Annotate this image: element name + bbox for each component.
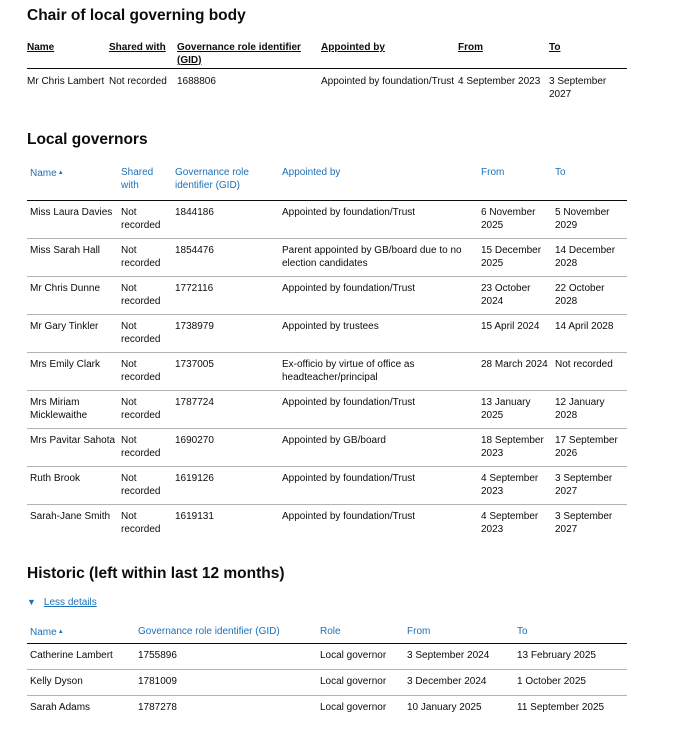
cell-to: 1 October 2025 [514,670,627,696]
cell-from: 23 October 2024 [478,277,552,315]
column-header-from[interactable]: From [458,41,549,69]
cell-gid: 1688806 [177,76,216,87]
cell-name: Sarah-Jane Smith [30,511,111,522]
cell-name: Mrs Pavitar Sahota [27,429,118,467]
cell-from: 15 April 2024 [478,315,552,353]
cell-shared-with: Not recorded [118,353,172,391]
cell-from: 4 September 2023 [458,76,541,87]
cell-appointed-by: Appointed by trustees [279,315,478,353]
cell-appointed-by: Appointed by foundation/Trust [279,277,478,315]
cell-appointed-by: Appointed by foundation/Trust [321,76,455,87]
historic-section [27,564,285,584]
column-header-from[interactable]: From [478,167,552,201]
cell-name: Miss Laura Davies [27,201,118,239]
cell-gid: 1619131 [175,511,214,522]
cell-from: 28 March 2024 [478,353,552,391]
cell-gid: 1772116 [172,277,279,315]
cell-shared-with: Not recorded [121,511,161,535]
chair-section [27,6,627,106]
cell-to: 3 September 2027 [555,511,613,535]
table-row [27,644,627,670]
cell-shared-with: Not recorded [118,315,172,353]
column-header-shared-with[interactable]: Shared with [118,167,172,201]
table-row [27,239,627,277]
cell-to: 3 September 2027 [552,467,627,505]
cell-name: Sarah Adams [30,702,91,713]
column-header-to[interactable]: To [514,626,627,644]
table-row [27,670,627,696]
cell-to: 3 September 2027 [549,76,607,100]
table-row [27,505,627,543]
cell-role: Local governor [317,644,404,670]
table-row [27,429,627,467]
cell-from: 4 September 2023 [478,467,552,505]
historic-table [27,626,627,721]
details-toggle[interactable] [27,596,97,610]
cell-appointed-by: Appointed by GB/board [279,429,478,467]
cell-name: Mrs Miriam Micklewaithe [27,391,118,429]
column-header-name-label: Name [30,168,57,179]
cell-role: Local governor [320,702,387,713]
table-header-row [27,626,627,644]
cell-to: 14 December 2028 [552,239,627,277]
cell-shared-with: Not recorded [118,201,172,239]
cell-appointed-by: Appointed by foundation/Trust [279,201,478,239]
table-row [27,315,627,353]
cell-gid: 1787724 [172,391,279,429]
column-header-shared-with[interactable]: Shared with [109,41,177,69]
table-header-row [27,167,627,201]
cell-name: Mrs Emily Clark [27,353,118,391]
column-header-gid[interactable]: Governance role identifier (GID) [177,41,321,69]
cell-shared-with: Not recorded [118,467,172,505]
cell-from: 6 November 2025 [478,201,552,239]
cell-to: 12 January 2028 [552,391,627,429]
cell-appointed-by: Parent appointed by GB/board due to no election candidates [279,239,478,277]
cell-from: 3 September 2024 [404,644,514,670]
local-governors-heading: Local governors [27,131,148,148]
cell-from: 15 December 2025 [478,239,552,277]
column-header-name[interactable] [27,167,118,201]
cell-appointed-by: Appointed by foundation/Trust [279,391,478,429]
cell-gid: 1755896 [135,644,317,670]
cell-shared-with: Not recorded [118,391,172,429]
local-governors-section [27,130,627,542]
chair-heading: Chair of local governing body [27,7,246,24]
cell-name: Miss Sarah Hall [27,239,118,277]
column-header-name-label: Name [30,627,57,638]
cell-to: 14 April 2028 [552,315,627,353]
historic-heading: Historic (left within last 12 months) [27,565,285,582]
column-header-appointed-by[interactable]: Appointed by [321,41,458,69]
table-row [27,277,627,315]
cell-gid: 1619126 [172,467,279,505]
column-header-gid[interactable]: Governance role identifier (GID) [172,167,279,201]
triangle-down-icon: ▼ [27,597,36,607]
table-row [27,391,627,429]
column-header-to[interactable]: To [549,41,627,69]
cell-name: Mr Chris Dunne [27,277,118,315]
cell-gid: 1737005 [172,353,279,391]
cell-gid: 1854476 [172,239,279,277]
table-row [27,696,627,722]
table-row [27,69,627,107]
chair-table [27,41,627,106]
column-header-gid[interactable]: Governance role identifier (GID) [135,626,317,644]
cell-name: Catherine Lambert [27,644,135,670]
cell-to: 22 October 2028 [552,277,627,315]
cell-from: 18 September 2023 [478,429,552,467]
cell-from: 10 January 2025 [407,702,482,713]
table-header-row [27,41,627,69]
cell-from: 13 January 2025 [478,391,552,429]
cell-shared-with: Not recorded [118,429,172,467]
cell-from: 3 December 2024 [404,670,514,696]
local-governors-table [27,167,627,542]
cell-to: Not recorded [552,353,627,391]
column-header-to[interactable]: To [552,167,627,201]
column-header-appointed-by[interactable]: Appointed by [279,167,478,201]
less-details-link[interactable]: Less details [43,597,97,608]
cell-gid: 1690270 [172,429,279,467]
column-header-role[interactable]: Role [317,626,404,644]
cell-name: Mr Chris Lambert [27,76,105,87]
cell-gid: 1738979 [172,315,279,353]
cell-name: Ruth Brook [27,467,118,505]
historic-table-wrap [27,626,627,721]
cell-to: 11 September 2025 [517,702,605,713]
sort-ascending-icon: ▲ [57,170,64,176]
cell-shared-with: Not recorded [118,277,172,315]
cell-name: Mr Gary Tinkler [27,315,118,353]
cell-shared-with: Not recorded [109,76,167,87]
column-header-name[interactable] [27,626,135,644]
column-header-from[interactable]: From [404,626,514,644]
cell-from: 4 September 2023 [481,511,539,535]
table-row [27,201,627,239]
cell-appointed-by: Appointed by foundation/Trust [279,467,478,505]
cell-gid: 1787278 [138,702,177,713]
cell-gid: 1844186 [172,201,279,239]
sort-ascending-icon: ▲ [57,629,64,635]
cell-shared-with: Not recorded [118,239,172,277]
table-row [27,353,627,391]
table-row [27,467,627,505]
cell-to: 13 February 2025 [514,644,627,670]
cell-appointed-by: Appointed by foundation/Trust [282,511,416,522]
cell-name: Kelly Dyson [27,670,135,696]
column-header-name[interactable]: Name [27,41,109,69]
cell-gid: 1781009 [135,670,317,696]
cell-role: Local governor [317,670,404,696]
cell-to: 17 September 2026 [552,429,627,467]
cell-to: 5 November 2029 [552,201,627,239]
cell-appointed-by: Ex-officio by virtue of office as headteacher/principal [279,353,478,391]
